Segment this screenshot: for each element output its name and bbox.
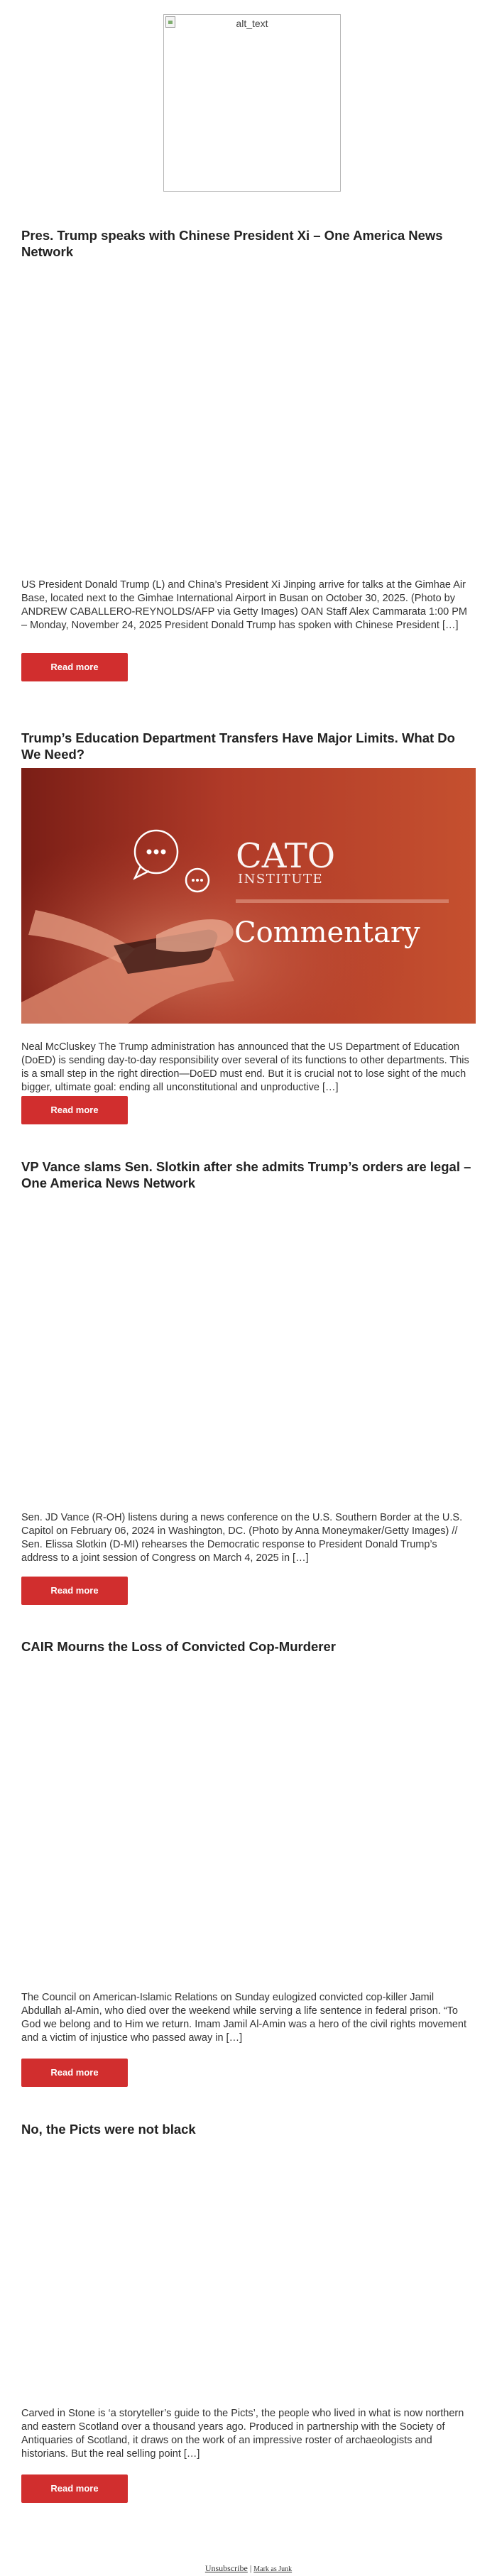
- read-more-button[interactable]: Read more: [21, 1577, 128, 1605]
- cato-commentary-graphic: [21, 768, 476, 1024]
- unsubscribe-link[interactable]: Unsubscribe: [204, 2563, 248, 2573]
- cato-brand-subtitle: INSTITUTE: [238, 872, 324, 887]
- read-more-button[interactable]: Read more: [21, 2474, 128, 2503]
- read-more-button[interactable]: Read more: [21, 1096, 128, 1124]
- mark-as-junk-link[interactable]: Mark as Junk: [253, 2565, 293, 2573]
- article-card: [21, 1638, 476, 2078]
- article-title[interactable]: Pres. Trump speaks with Chinese President Xi – One America News Network: [21, 228, 443, 259]
- article-card: [21, 227, 476, 672]
- footer: [0, 2563, 497, 2574]
- commentary-label: Commentary: [234, 916, 420, 949]
- article-excerpt: Carved in Stone is ‘a storyteller’s guide to the Picts’, the people who lived in what is now northern and eastern Scotland over a thousand years ago. Produced in partnership with the Society of Antiquaries of Scotland, it draws on the work of an impressive roster of archaeologists and historians. But the real selling point […]: [21, 2408, 464, 2460]
- article-excerpt: US President Donald Trump (L) and China’s President Xi Jinping arrive for talks at the Gimhae Air Base, located next to the Gimhae International Airport in Busan on October 30, 2025. (Photo by ANDREW CABALLERO-REYNOLDS/AFP via Getty Images) OAN Staff Alex Cammarata 1:00 PM – Monday, November 24, 2025 President Donald Trump has spoken with Chinese President […]: [21, 579, 467, 631]
- article-image-placeholder: [21, 2149, 476, 2391]
- article-title[interactable]: Trump’s Education Department Transfers Have Major Limits. What Do We Need?: [21, 730, 455, 762]
- article-title[interactable]: No, the Picts were not black: [21, 2122, 196, 2137]
- article-excerpt: The Council on American-Islamic Relations on Sunday eulogized convicted cop-killer Jamil Abdullah al-Amin, who died over the weekend while serving a life sentence in federal prison. “To God we belong and to Him we return. Imam Jamil Al-Amin was a hero of the civil rights movement and a victim of injustice who passed away in […]: [21, 1992, 466, 2044]
- cato-brand-name: CATO: [236, 836, 336, 876]
- article-image-placeholder: [21, 1667, 476, 1965]
- article-card: [21, 730, 476, 1115]
- logo-alt-text: alt_text: [236, 18, 268, 29]
- article-image[interactable]: [21, 768, 476, 1024]
- article-card: [21, 1158, 476, 1596]
- article-card: [21, 2121, 476, 2494]
- article-image-placeholder: [21, 1201, 476, 1496]
- read-more-button[interactable]: Read more: [21, 2059, 128, 2087]
- article-excerpt: Neal McCluskey The Trump administration has announced that the US Department of Education (DoED) is sending day-to-day responsibility over several of its functions to other departments. This is a small step in the right direction—DoED must end. But it is crucial not to lose sight of the much bigger, ultimate goal: ending all unconstitutional and unproductive […]: [21, 1041, 469, 1093]
- article-title[interactable]: VP Vance slams Sen. Slotkin after she admits Trump’s orders are legal – One America News Network: [21, 1159, 471, 1190]
- header-logo-image: [163, 14, 341, 192]
- divider-bar: [236, 899, 449, 903]
- article-excerpt: Sen. JD Vance (R-OH) listens during a news conference on the U.S. Southern Border at the U.S. Capitol on February 06, 2024 in Washington, DC. (Photo by Anna Moneymaker/Getty Images) // Sen. Elissa Slotkin (D-MI) rehearses the Democratic response to President Donald Trump’s address to a joint session of Congress on March 4, 2025 in […]: [21, 1512, 463, 1564]
- footer-separator: |: [249, 2563, 252, 2573]
- article-image-placeholder: [21, 270, 476, 557]
- article-title[interactable]: CAIR Mourns the Loss of Convicted Cop-Murderer: [21, 1639, 336, 1654]
- read-more-button[interactable]: Read more: [21, 653, 128, 681]
